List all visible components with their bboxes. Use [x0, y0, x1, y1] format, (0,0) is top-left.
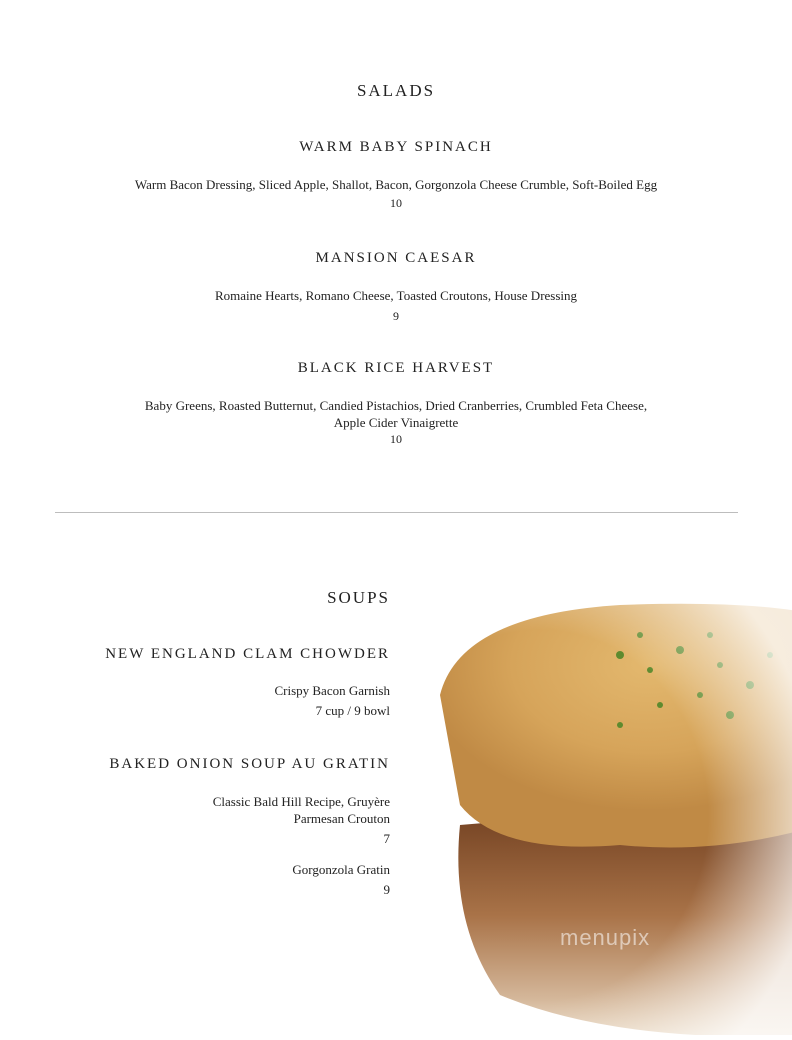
soup-item-description-line2: Parmesan Crouton [293, 811, 390, 826]
soup-item-description: Crispy Bacon Garnish [274, 683, 390, 698]
onion-soup-photo [420, 595, 792, 1035]
salad-item-name: BLACK RICE HARVEST [297, 360, 495, 376]
salads-heading: SALADS [356, 81, 436, 100]
menupix-watermark: menupix [560, 925, 651, 950]
soup-item-name: BAKED ONION SOUP AU GRATIN [109, 756, 390, 772]
salad-item-description-line2: Apple Cider Vinaigrette [333, 415, 459, 430]
soup-item-option: Gorgonzola Gratin [292, 862, 390, 877]
salad-item-name: WARM BABY SPINACH [299, 139, 493, 155]
section-divider [55, 512, 738, 513]
salad-item-price: 9 [393, 309, 399, 323]
salad-item-price: 10 [390, 432, 402, 446]
soup-item-description: Classic Bald Hill Recipe, Gruyère [212, 794, 390, 809]
salad-item-price: 10 [390, 196, 402, 210]
salad-item-description: Romaine Hearts, Romano Cheese, Toasted Croutons, House Dressing [214, 288, 578, 303]
soups-heading: SOUPS [327, 588, 390, 607]
soup-item-price: 7 cup / 9 bowl [315, 703, 390, 718]
salad-item-description: Baby Greens, Roasted Butternut, Candied Pistachios, Dried Cranberries, Crumbled Feta Cheese, [144, 398, 648, 413]
salad-item-name: MANSION CAESAR [315, 250, 477, 266]
soup-item-price: 7 [383, 831, 390, 846]
soup-item-option-price: 9 [383, 882, 390, 897]
soup-item-name: NEW ENGLAND CLAM CHOWDER [105, 646, 390, 662]
salad-item-description: Warm Bacon Dressing, Sliced Apple, Shallot, Bacon, Gorgonzola Cheese Crumble, Soft-Boiled Egg [134, 177, 658, 192]
